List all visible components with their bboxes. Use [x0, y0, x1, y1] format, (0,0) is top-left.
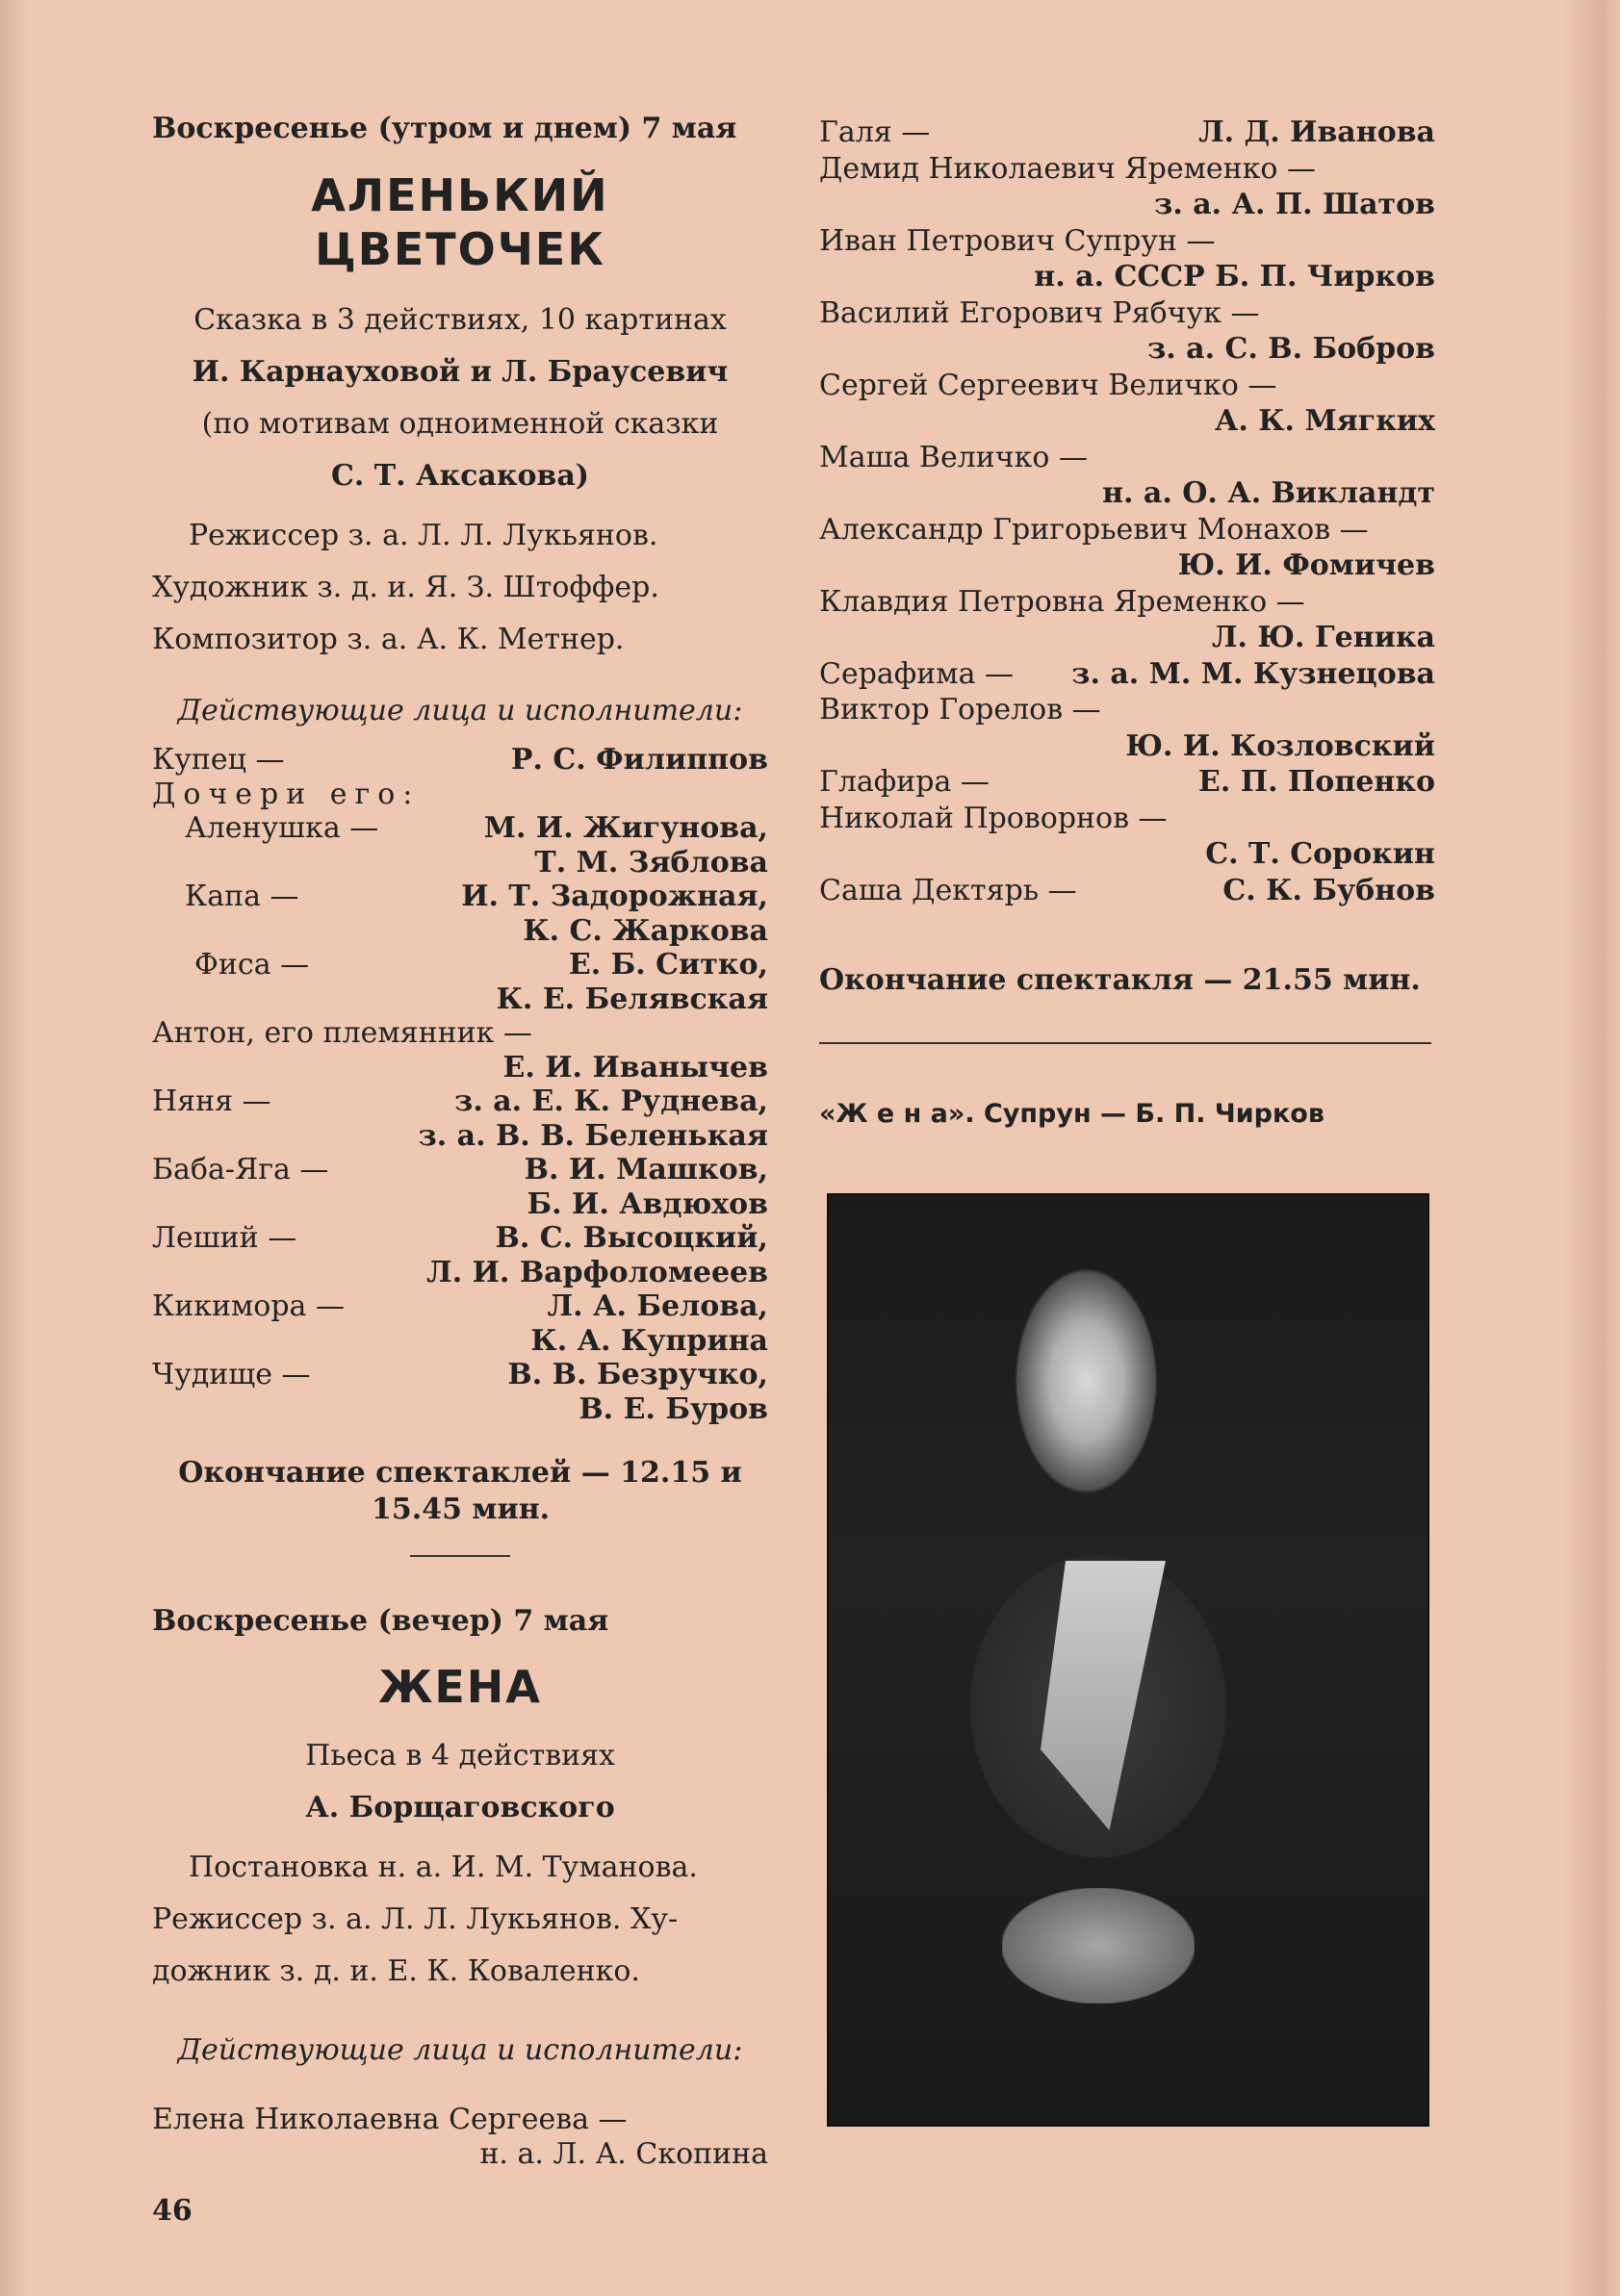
- play-title-line1: АЛЕНЬКИЙ: [311, 169, 609, 221]
- cast-actor: Р. С. Филиппов: [510, 743, 768, 777]
- cast-role: Фиса —: [194, 948, 310, 982]
- cast-actor: С. Т. Сорокин: [1205, 837, 1435, 871]
- photo-caption: «Ж е н а». Супрун — Б. П. Чирков: [819, 1099, 1324, 1129]
- cast-heading-zhena: Действующие лица и исполнители:: [177, 2033, 743, 2067]
- end-time-line1: Окончание спектаклей — 12.15 и: [178, 1456, 742, 1490]
- cast-actor: Ю. И. Фомичев: [1177, 548, 1435, 582]
- page-edge-left: [0, 0, 29, 2296]
- date-heading-evening: Воскресенье (вечер) 7 мая: [152, 1604, 609, 1638]
- cast-actor: Л. И. Варфоломееев: [426, 1255, 768, 1289]
- play-source-line2: С. Т. Аксакова): [331, 459, 589, 493]
- cast-actor: Л. Ю. Геника: [1211, 621, 1435, 654]
- cast-actor: К. С. Жаркова: [523, 913, 768, 948]
- cast-role: Александр Григорьевич Монахов —: [819, 512, 1369, 547]
- cast-role: Николай Проворнов —: [819, 801, 1168, 835]
- section-divider: [410, 1555, 510, 1557]
- cast-actor: Е. П. Попенко: [1198, 765, 1435, 799]
- cast-actor: з. а. М. М. Кузнецова: [1071, 656, 1435, 691]
- cast-actor: К. Е. Белявская: [496, 982, 768, 1016]
- play-genre: Сказка в 3 действиях, 10 картинах: [193, 303, 727, 337]
- cast-role: Дочери его:: [152, 777, 421, 811]
- cast-actor: С. К. Бубнов: [1222, 873, 1435, 907]
- cast-role: Капа —: [185, 880, 299, 913]
- cast-actor: з. а. А. П. Шатов: [1154, 188, 1435, 221]
- cast-actor: н. а. О. А. Викландт: [1102, 476, 1435, 510]
- cast-role: Няня —: [152, 1084, 271, 1118]
- director-credit-zhena: Режиссер з. а. Л. Л. Лукьянов. Ху-: [152, 1902, 679, 1936]
- cast-role: Баба-Яга —: [152, 1153, 329, 1186]
- artist-credit: Художник з. д. и. Я. З. Штоффер.: [152, 571, 659, 604]
- cast-heading: Действующие лица и исполнители:: [177, 694, 743, 727]
- cast-actor: И. Т. Задорожная,: [461, 880, 768, 913]
- cast-role: Аленушка —: [185, 811, 379, 845]
- cast-actor: Т. М. Зяблова: [534, 845, 768, 880]
- cast-role: Кикимора —: [152, 1289, 345, 1323]
- cast-role: Маша Величко —: [819, 440, 1088, 474]
- cast-role: Виктор Горелов —: [819, 693, 1101, 727]
- composer-credit: Композитор з. а. А. К. Метнер.: [152, 623, 625, 656]
- cast-role: Серафима —: [819, 656, 1015, 691]
- cast-role: Сергей Сергеевич Величко —: [819, 368, 1277, 402]
- play-source-line1: (по мотивам одноименной сказки: [201, 407, 719, 441]
- cast-actor: Е. Б. Ситко,: [568, 948, 768, 982]
- cast-role: Чудище —: [152, 1358, 311, 1391]
- cast-role-elena: Елена Николаевна Сергеева —: [152, 2103, 628, 2136]
- cast-actor: з. а. В. В. Беленькая: [418, 1118, 768, 1153]
- cast-actor: Е. И. Иванычев: [502, 1050, 768, 1084]
- cast-actor: К. А. Куприна: [530, 1323, 768, 1358]
- cast-actor: з. а. С. В. Бобров: [1147, 332, 1435, 366]
- play-authors: И. Карнауховой и Л. Браусевич: [192, 355, 729, 389]
- cast-actor: М. И. Жигунова,: [483, 811, 768, 845]
- cast-actor: Л. Д. Иванова: [1198, 115, 1435, 149]
- date-heading-morning: Воскресенье (утром и днем) 7 мая: [152, 112, 737, 145]
- page-number: 46: [152, 2194, 193, 2228]
- cast-role: Глафира —: [819, 765, 990, 799]
- cast-role: Купец —: [152, 743, 285, 777]
- cast-actor: Ю. И. Козловский: [1125, 728, 1435, 763]
- cast-actor: В. И. Машков,: [524, 1153, 768, 1186]
- cast-actor: В. С. Высоцкий,: [495, 1221, 768, 1255]
- photo-hand: [1002, 1888, 1195, 2003]
- cast-actor: А. К. Мягких: [1214, 404, 1435, 438]
- cast-role: Демид Николаевич Яременко —: [819, 151, 1317, 186]
- cast-actor: Л. А. Белова,: [547, 1289, 768, 1323]
- play-genre-zhena: Пьеса в 4 действиях: [305, 1739, 615, 1773]
- cast-actor: В. В. Безручко,: [507, 1358, 768, 1391]
- photo-shirt: [1041, 1561, 1166, 1830]
- cast-role: Иван Петрович Супрун —: [819, 223, 1216, 258]
- cast-actor: Б. И. Авдюхов: [527, 1186, 768, 1221]
- staging-credit: Постановка н. а. И. М. Туманова.: [189, 1850, 698, 1884]
- end-time-zhena: Окончание спектакля — 21.55 мин.: [819, 963, 1421, 997]
- cast-role: Василий Егорович Рябчук —: [819, 295, 1260, 330]
- artist-credit-zhena: дожник з. д. и. Е. К. Коваленко.: [152, 1954, 640, 1988]
- cast-role: Леший —: [152, 1221, 297, 1255]
- play-title-line2: ЦВЕТОЧЕК: [315, 223, 605, 275]
- cast-actor: з. а. Е. К. Руднева,: [454, 1084, 768, 1118]
- cast-role: Клавдия Петровна Яременко —: [819, 584, 1305, 619]
- play-title-zhena: ЖЕНА: [378, 1661, 542, 1713]
- actor-photograph: [827, 1193, 1429, 2127]
- photo-divider: [819, 1042, 1431, 1044]
- cast-actor-elena: н. а. Л. А. Скопина: [479, 2137, 768, 2171]
- page-edge-right: [1562, 0, 1620, 2296]
- cast-role: Антон, его племянник —: [152, 1016, 532, 1050]
- cast-role: Саша Дектярь —: [819, 873, 1077, 907]
- play-author-zhena: А. Борщаговского: [305, 1791, 615, 1824]
- cast-actor: В. Е. Буров: [579, 1391, 768, 1426]
- cast-role: Галя —: [819, 115, 931, 149]
- cast-actor: н. а. СССР Б. П. Чирков: [1034, 260, 1435, 293]
- director-credit: Режиссер з. а. Л. Л. Лукьянов.: [189, 519, 658, 552]
- end-time-line2: 15.45 мин.: [372, 1492, 551, 1526]
